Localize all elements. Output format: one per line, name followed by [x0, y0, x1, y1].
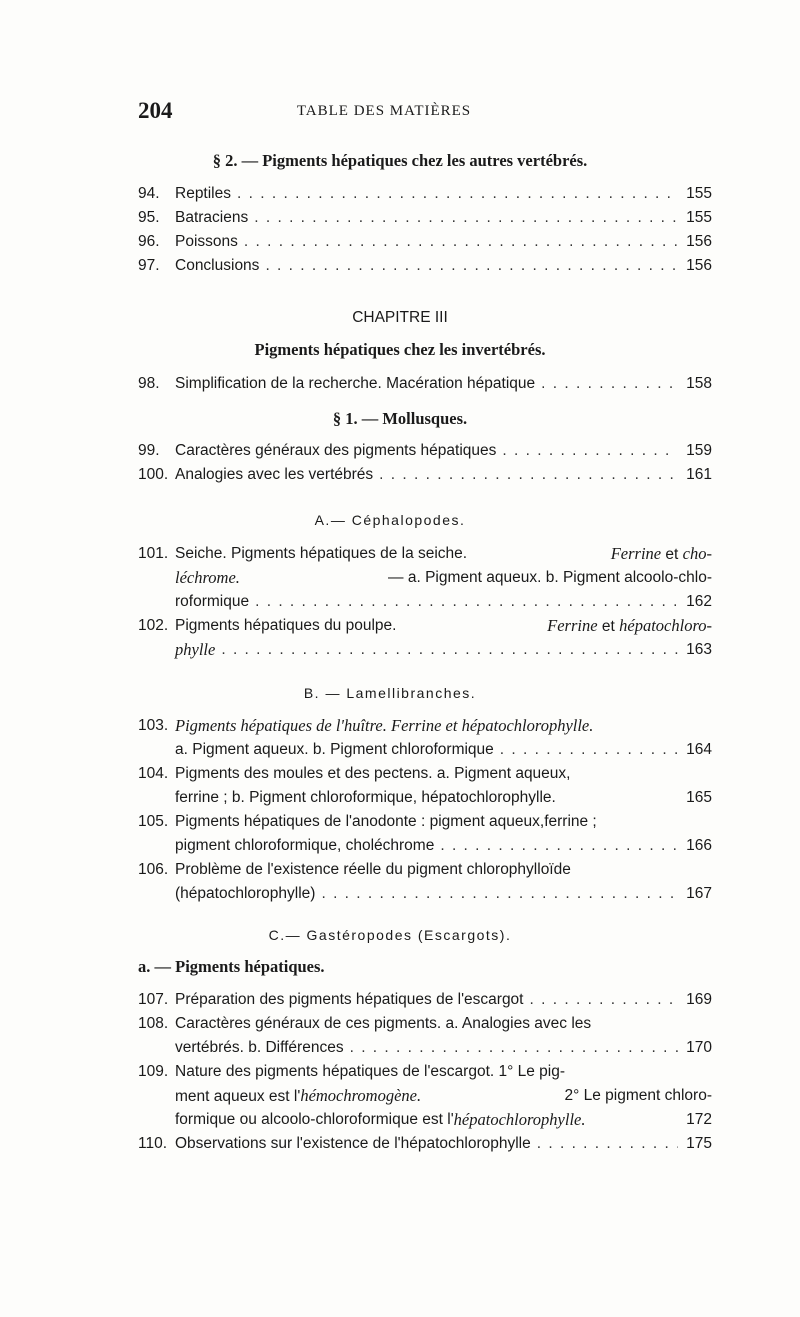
leader-dots	[537, 1135, 678, 1153]
book-page: 204 TABLE DES MATIÈRES § 2. — Pigments hépatiques chez les autres vertébrés. 94. Reptiles . . . 155 95. Batraciens . . . 155 96. Poissons . . . 156 97. Conclusions . . . 156 CHAPITRE III Pigments hépatiques chez les invertébrés. 98. Simplification de la recherche. Macération hépatique . . . 158 § 1. — Mollusques. 99. Caractères généraux des pigments hépatiques . . . 159 100. Analogies avec les vertébrés . . . 161 A.— Céphalopodes. 101. Seiche. Pigments hépatiques de la seiche. Ferrine et cho- léchrome. — a. Pigment aqueux. b. Pigment alcoolo-chlo- roformique . . . 162 102. Pigments hépatiques du poulpe. Ferrine et hépatochloro- phylle . . . 163 B. — Lamellibranches. 103. Pigments hépatiques de l'huître. Ferrine et hépatochlorophylle. a. Pigment aqueux. b. Pigment chloroformique . . . 164 104. Pigments des moules et des pectens. a. Pigment aqueux, ferrine ; b. Pigment chloroformique, hépatochlorophylle. 165 105. Pigments hépatiques de l'anodonte : pigment aqueux,ferrine ; pigment chloroformique, choléchrome . . . 166 106. Problème de l'existence réelle du pigment chlorophylloïde (hépatochlorophylle) . . . 167 C.— Gastéropodes (Escargots). a. — Pigments hépatiques. 107. Préparation des pigments hépatiques de l'escargot . . . 169 108. Caractères généraux de ces pigments. a. Analogies avec les vertébrés. b. Différences . . . 170 109. Nature des pigments hépatiques de l'escargot. 1° Le pig- ment aqueux est l'hémochromogène. 2° Le pigment chloro- formique ou alcoolo-chloroformique est l' hépatochlorophylle. 172 110. Observations sur l'existence de l'hépatochlorophylle . . . 175	[0, 0, 800, 1317]
leader-dots	[221, 641, 678, 659]
leader-dots	[440, 837, 678, 855]
subsection-cephalopodes: A.— Céphalopodes.	[314, 512, 466, 528]
leader-dots	[530, 991, 679, 1009]
subsection-lamellibranches: B. — Lamellibranches.	[303, 685, 477, 701]
leader-dots	[321, 885, 678, 903]
leader-dots	[254, 209, 678, 227]
leader-dots	[244, 233, 678, 251]
leader-dots	[237, 185, 678, 203]
running-title: TABLE DES MATIÈRES	[296, 103, 472, 119]
leader-dots	[502, 442, 678, 460]
section-vertebres-title: § 2. — Pigments hépatiques chez les autres vertébrés.	[212, 151, 588, 170]
leader-dots	[379, 466, 678, 484]
leader-dots	[255, 593, 678, 611]
leader-dots	[500, 741, 678, 759]
page-number: 204	[138, 98, 173, 123]
subsection-gasteropodes: C.— Gastéropodes (Escargots).	[268, 927, 512, 943]
leader-dots	[350, 1039, 678, 1057]
chapter-title: Pigments hépatiques chez les invertébrés.	[254, 340, 546, 359]
section-mollusques-title: § 1. — Mollusques.	[332, 409, 468, 428]
subsection-pigments-hepatiques: a. — Pigments hépatiques.	[138, 957, 325, 976]
chapter-label: CHAPITRE III	[352, 309, 448, 326]
leader-dots	[265, 257, 678, 275]
leader-dots	[541, 375, 678, 393]
